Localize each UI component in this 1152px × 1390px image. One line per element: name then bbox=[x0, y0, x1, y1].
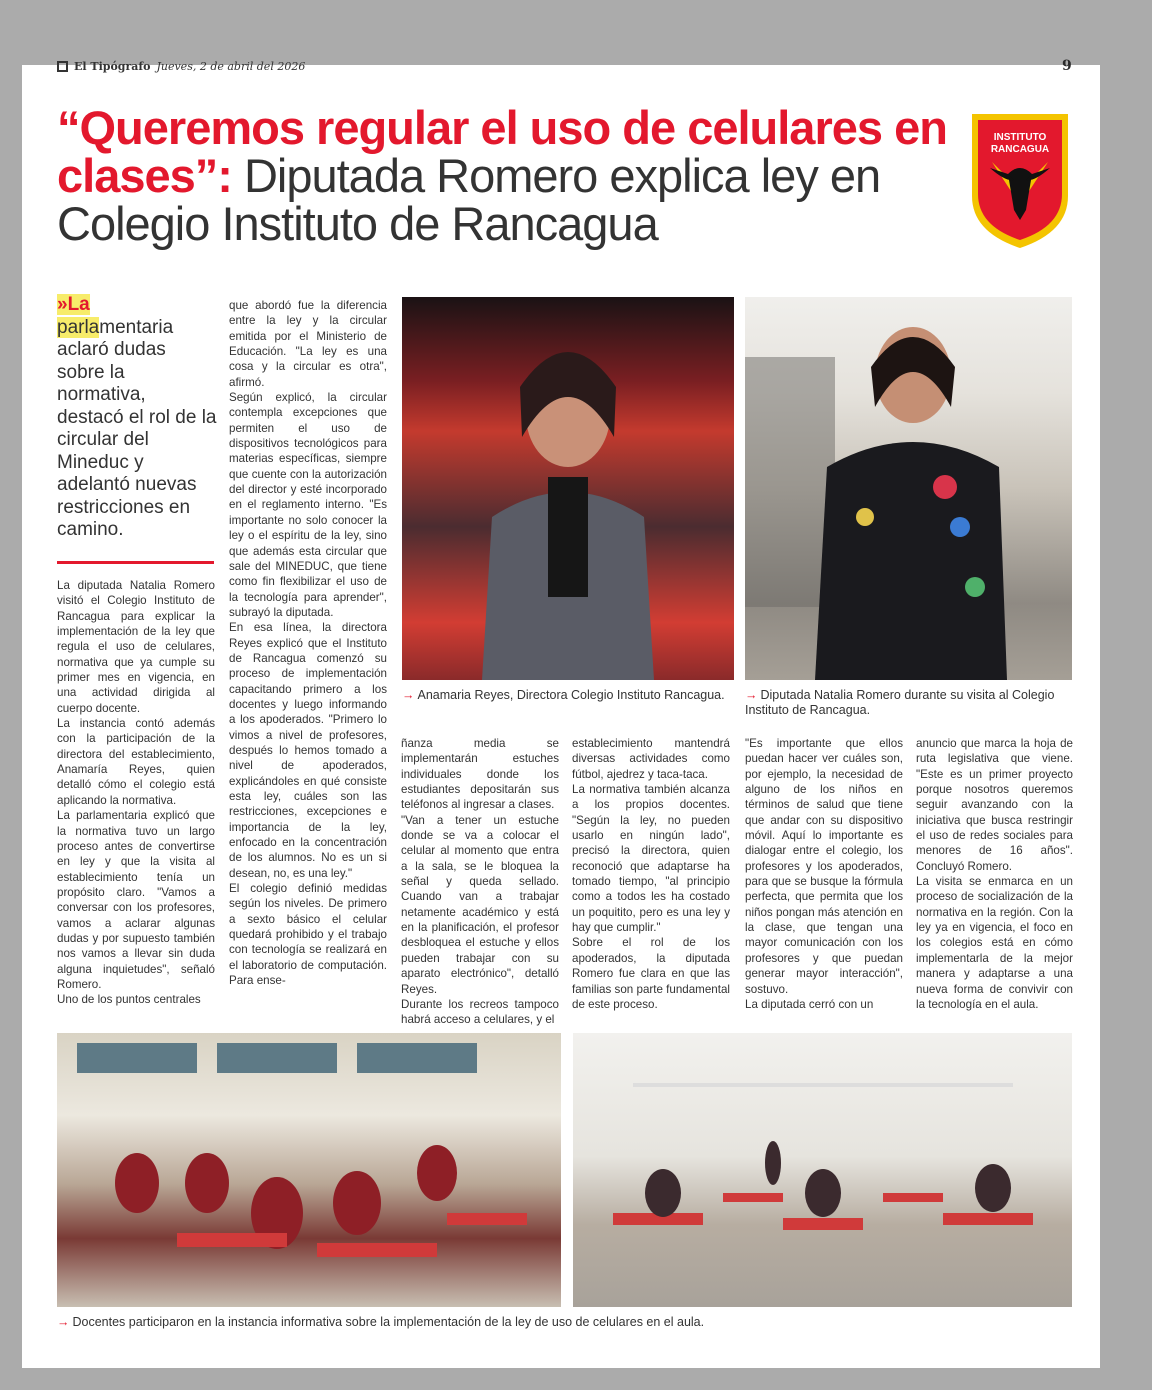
logo-text-line1: INSTITUTO bbox=[993, 132, 1047, 143]
bottom-photos-caption bbox=[57, 1315, 1072, 1330]
issue-date: Jueves, 2 de abril del 2026 bbox=[156, 60, 306, 73]
paragraph: La visita se enmarca en un proceso de socialización de la normativa en la región. Con la ley ya en vigencia, el foco en los colegios está en cómo implementarla de la mejor manera y adaptarse a una nueva forma de convivir con la tecnología en el aula. bbox=[916, 875, 1073, 1011]
paragraph: anuncio que marca la hoja de ruta legislativa que viene. "Este es un primer proyecto porque nosotros queremos seguir avanzando con la iniciativa que busca restringir el uso de redes sociales para menores de 16 años". Concluyó Romero. bbox=[916, 737, 1073, 873]
paragraph: En esa línea, la directora Reyes explicó que el Instituto de Rancagua comenzó su proceso de implementación capacitando primero a los docentes y luego informando a los apoderados. "Primero lo vimos a nivel de profesores, después lo hemos tomado a nivel de apoderados, explicándoles en qué consiste esta ley, cuáles son las restricciones, excepciones e importancia de la ley, enfocado en la concentración de los alumnos. No es un si desean, no, es una ley." bbox=[229, 621, 387, 880]
article-column-5 bbox=[745, 736, 903, 1012]
paragraph: La normativa también alcanza a los propios docentes. "Según la ley, no pueden usarlo en ningún lado", precisó la directora, quien reconoció que adaptarse ha tomado tiempo, "al principio como a todos les ha costado un poquitito, pero es una ley y hay que cumplir." bbox=[572, 783, 730, 935]
paragraph: Sobre el rol de los apoderados, la diputada Romero fue clara en que las familias son parte fundamental de este proceso. bbox=[572, 936, 730, 1011]
paragraph: Durante los recreos tampoco habrá acceso a celulares, y el bbox=[401, 997, 559, 1027]
headline-rest: Diputada Romero explica ley en Colegio Instituto de Rancagua bbox=[57, 149, 881, 250]
caption-text: Anamaria Reyes, Directora Colegio Instituto Rancagua. bbox=[417, 688, 725, 702]
photo2-caption bbox=[745, 688, 1072, 718]
paragraph: La instancia contó además con la participación de la directora del establecimiento, Anamaría Reyes, quien detalló cómo el colegio está aplicando la normativa. bbox=[57, 717, 215, 807]
photo-classroom-1 bbox=[57, 1033, 561, 1307]
paragraph: "Es importante que ellos puedan hacer ver cuáles son, por ejemplo, la necesidad de alguno de los niños en términos de salud que tiene que andar con su dispositivo móvil. Aquí lo importante es dialogar entre el colegio, los profesores y los apoderados, para que se busque la fórmula perfecta, que permita que los niños pongan más atención en la clase, que tengan una mayor comunicación con los profesores y que puedan generar mayor interacción", sostuvo. bbox=[745, 737, 903, 996]
paragraph: La parlamentaria explicó que la normativa tuvo un largo proceso antes de convertirse en ley y que la visita al establecimiento tenía un propósito claro. "Vamos a conversar con los profesores, vamos a aclarar algunas dudas y por supuesto también nos vamos a llevar sin duda alguna inquietudes", señaló Romero. bbox=[57, 809, 215, 991]
caption-text: Diputada Natalia Romero durante su visita al Colegio Instituto de Rancagua. bbox=[745, 688, 1055, 717]
school-logo bbox=[968, 110, 1072, 250]
paragraph: ñanza media se implementarán estuches individuales donde los estudiantes depositarán sus teléfonos al ingresar a clases. bbox=[401, 737, 559, 812]
page-number: 9 bbox=[1062, 58, 1072, 74]
lead-marker: »La bbox=[57, 294, 90, 315]
photo-natalia-romero bbox=[745, 297, 1072, 680]
article-column-2 bbox=[229, 298, 387, 988]
article-column-3 bbox=[401, 736, 559, 1028]
lead-paragraph bbox=[57, 294, 217, 542]
logo-text-line2: RANCAGUA bbox=[990, 144, 1050, 155]
photo-anamaria-reyes bbox=[402, 297, 734, 680]
paragraph: establecimiento mantendrá diversas actividades como fútbol, ajedrez y taca-taca. bbox=[572, 737, 730, 781]
paragraph: La diputada Natalia Romero visitó el Colegio Instituto de Rancagua para explicar la implementación de la ley que regula el uso de celulares, normativa que ya cumple su primer mes en vigencia, en una actividad dirigida al cuerpo docente. bbox=[57, 579, 215, 715]
paragraph: Uno de los puntos centrales bbox=[57, 993, 201, 1007]
publication-name: El Tipógrafo bbox=[74, 60, 151, 73]
photo-classroom-2 bbox=[573, 1033, 1072, 1307]
article-column-1 bbox=[57, 578, 215, 1008]
divider-line bbox=[57, 561, 214, 564]
article-column-4 bbox=[572, 736, 730, 1012]
headline bbox=[57, 101, 947, 250]
arrow-icon: → bbox=[745, 688, 758, 702]
publication-logo-icon bbox=[57, 61, 68, 72]
caption-text: Docentes participaron en la instancia informativa sobre la implementación de la ley de uso de celulares en el aula. bbox=[72, 1315, 705, 1329]
paragraph: La diputada cerró con un bbox=[745, 997, 874, 1011]
paragraph: "Van a tener un estuche donde se va a colocar el celular al momento que entra a la sala, se le bloquea la señal y queda sellado. Cuando van a trabajar netamente académico y está en la planificación, el profesor desbloquea el estuche y ellos pueden trabajar con su aparato electrónico", detalló Reyes. bbox=[401, 813, 559, 996]
lead-text: mentaria aclaró dudas sobre la normativa, destacó el rol de la circular del Mineduc y adelantó nuevas restricciones en camino. bbox=[57, 316, 217, 540]
article-column-6 bbox=[916, 736, 1073, 1012]
paragraph: que abordó fue la diferencia entre la ley y la circular emitida por el Ministerio de Educación. "La ley es una cosa y la circular es otra", afirmó. bbox=[229, 299, 387, 389]
arrow-icon: → bbox=[57, 1315, 70, 1329]
paragraph: El colegio definió medidas según los niveles. De primero a sexto básico el celular quedará prohibido y el trabajo con tecnología se realizará en el laboratorio de computación. Para ense- bbox=[229, 882, 387, 988]
headline-quote: “Queremos regular el uso de celulares en clases”: bbox=[57, 101, 947, 202]
photo1-caption bbox=[402, 688, 734, 703]
page-header bbox=[57, 60, 305, 73]
arrow-icon: → bbox=[402, 688, 415, 702]
paragraph: Según explicó, la circular contempla excepciones que permiten el uso de dispositivos tecnológicos para materias específicas, siempre que cuente con la autorización del director y esté incorporado en el reglamento interno. "Es importante no solo conocer la ley o el espíritu de la ley, sino que además esta circular que sale del MINEDUC, que tiene como fin flexibilizar el uso de la tecnología para aprender", subrayó la diputada. bbox=[229, 391, 387, 619]
lead-highlight: parla bbox=[57, 316, 100, 338]
